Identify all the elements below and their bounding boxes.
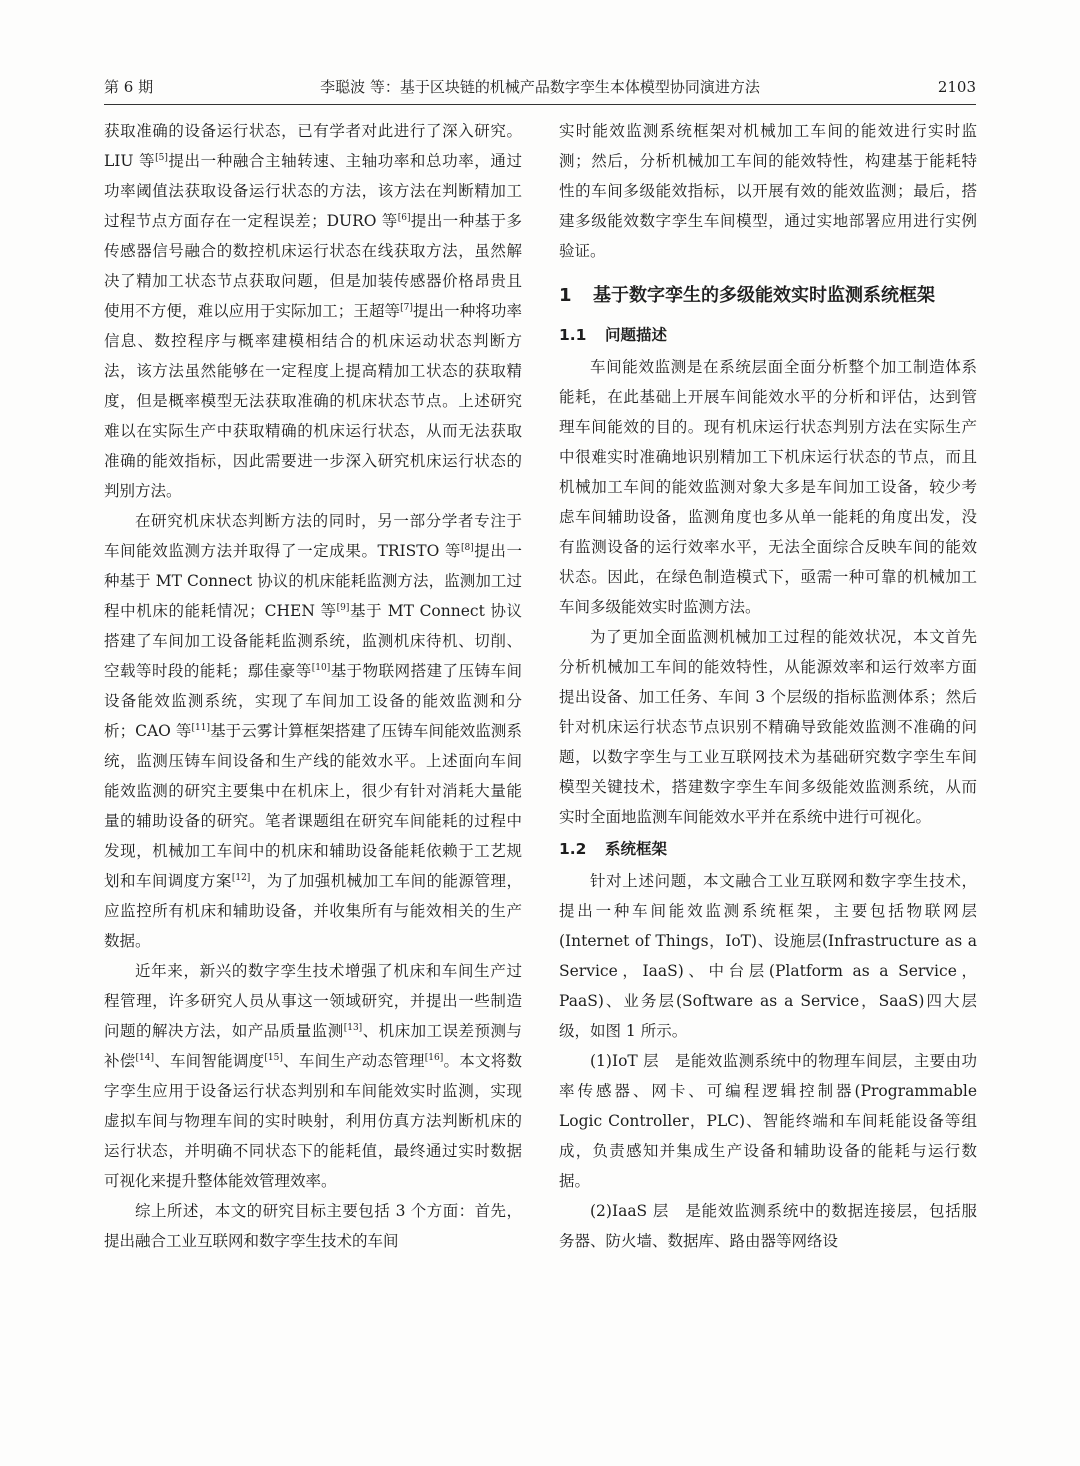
left-column <box>104 116 522 1366</box>
paragraph: (2)IaaS 层 是能效监测系统中的数据连接层，包括服务器、防火墙、数据库、路由器等网络设 <box>559 1202 977 1250</box>
layer-label: (2)IaaS 层 <box>590 1202 670 1220</box>
section-number: 1 <box>559 285 572 306</box>
paragraph: (1)IoT 层 是能效监测系统中的物理车间层，主要由功率传感器、网卡、可编程逻辑控制器(Programmable Logic Controller，PLC)、智能终端和车间耗能设备等组成，负责感知并集成生产设备和辅助设备的能耗与运行数据。 <box>559 1052 977 1190</box>
issue-number: 第 6 期 <box>104 78 154 96</box>
paragraph-continued: 实时能效监测系统框架对机械加工车间的能效进行实时监测；然后，分析机械加工车间的能效特性，构建基于能耗特性的车间多级能效指标，以开展有效的能效监测；最后，搭建多级能效数字孪生车间模型，通过实地部署应用进行实例验证。 <box>559 122 977 260</box>
citation[interactable]: [15] <box>264 1053 283 1063</box>
paragraph: 综上所述，本文的研究目标主要包括 3 个方面：首先，提出融合工业互联网和数字孪生技术的车间 <box>104 1202 522 1250</box>
layer-label: (1)IoT 层 <box>590 1052 660 1070</box>
citation[interactable]: [5] <box>155 153 168 163</box>
paragraph: 在研究机床状态判断方法的同时，另一部分学者专注于车间能效监测方法并取得了一定成果。TRISTO 等[8]提出一种基于 MT Connect 协议的机床能耗监测方法，监测加工过程中机床的能耗情况；CHEN 等[9]基于 MT Connect 协议搭建了车间加工设备能耗监测系统，监测机床待机、切削、空载等时段的能耗；鄢佳豪等[10]基于物联网搭建了压铸车间设备能效监测系统，实现了车间加工设备的能效监测和分析；CAO 等[11]基于云雾计算框架搭建了压铸车间能效监测系统，监测压铸车间设备和生产线的能效水平。上述面向车间能效监测的研究主要集中在机床上，很少有针对消耗大量能量的辅助设备的研究。笔者课题组在研究车间能耗的过程中发现，机械加工车间中的机床和辅助设备能耗依赖于工艺规划和车间调度方案[12]，为了加强机械加工车间的能源管理，应监控所有机床和辅助设备，并收集所有与能效相关的生产数据。 <box>104 512 522 950</box>
section-heading <box>559 280 977 312</box>
paragraph: 针对上述问题，本文融合工业互联网和数字孪生技术，提出一种车间能效监测系统框架，主要包括物联网层(Internet of Things，IoT)、设施层(Infrastructure as a Service，IaaS)、中台层(Platform as a Service，PaaS)、业务层(Software as a Service，SaaS)四大层级，如图 1 所示。 <box>559 872 977 1040</box>
paragraph: 为了更加全面监测机械加工过程的能效状况，本文首先分析机械加工车间的能效特性，从能源效率和运行效率方面提出设备、加工任务、车间 3 个层级的指标监测体系；然后针对机床运行状态节点识别不精确导致能效监测不准确的问题，以数字孪生与工业互联网技术为基础研究数字孪生车间模型关键技术，搭建数字孪生车间多级能效监测系统，从而实时全面地监测车间能效水平并在系统中进行可视化。 <box>559 628 977 826</box>
paragraph: 车间能效监测是在系统层面全面分析整个加工制造体系能耗，在此基础上开展车间能效水平的分析和评估，达到管理车间能效的目的。现有机床运行状态判别方法在实际生产中很难实时准确地识别精加工下机床运行状态的节点，而且机械加工车间的能效监测对象大多是车间加工设备，较少考虑车间辅助设备，监测角度也多从单一能耗的角度出发，没有监测设备的运行效率水平，无法全面综合反映车间的能效状态。因此，在绿色制造模式下，亟需一种可靠的机械加工车间多级能效实时监测方法。 <box>559 358 977 616</box>
citation[interactable]: [11] <box>191 723 210 733</box>
right-column <box>559 116 977 1366</box>
page-number: 2103 <box>937 78 976 96</box>
header-rule <box>104 104 976 105</box>
citation[interactable]: [7] <box>400 303 413 313</box>
citation[interactable]: [10] <box>311 663 331 673</box>
subsection-heading: 1.2 系统框架 <box>559 840 668 858</box>
running-title: 李聪波 等：基于区块链的机械产品数字孪生本体模型协同演进方法 <box>320 78 760 96</box>
citation[interactable]: [12] <box>231 873 251 883</box>
section-title: 基于数字孪生的多级能效实时监测系统框架 <box>593 285 935 306</box>
citation[interactable]: [14] <box>135 1053 154 1063</box>
citation[interactable]: [6] <box>397 213 411 223</box>
paragraph: 近年来，新兴的数字孪生技术增强了机床和车间生产过程管理，许多研究人员从事这一领域研究，并提出一些制造问题的解决方法，如产品质量监测[13]、机床加工误差预测与补偿[14]、车间智能调度[15]、车间生产动态管理[16]。本文将数字孪生应用于设备运行状态判别和车间能效实时监测，实现虚拟车间与物理车间的实时映射，利用仿真方法判断机床的运行状态，并明确不同状态下的能耗值，最终通过实时数据可视化来提升整体能效管理效率。 <box>104 962 522 1190</box>
citation[interactable]: [16] <box>424 1053 444 1063</box>
subsection-heading: 1.1 问题描述 <box>559 326 668 344</box>
paragraph-continued: 获取准确的设备运行状态，已有学者对此进行了深入研究。LIU 等[5]提出一种融合主轴转速、主轴功率和总功率，通过功率阈值法获取设备运行状态的方法，该方法在判断精加工过程节点方面存在一定程误差；DURO 等[6]提出一种基于多传感器信号融合的数控机床运行状态在线获取方法，虽然解决了精加工状态节点获取问题，但是加装传感器价格昂贵且使用不方便，难以应用于实际加工；王超等[7]提出一种将功率信息、数控程序与概率建模相结合的机床运动状态判断方法，该方法虽然能够在一定程度上提高精加工状态的获取精度，但是概率模型无法获取准确的机床状态节点。上述研究难以在实际生产中获取精确的机床运行状态，从而无法获取准确的能效指标，因此需要进一步深入研究机床运行状态的判别方法。 <box>104 122 522 500</box>
running-header <box>104 74 976 100</box>
citation[interactable]: [8] <box>460 543 474 553</box>
citation[interactable]: [9] <box>336 603 350 613</box>
citation[interactable]: [13] <box>343 1023 363 1033</box>
